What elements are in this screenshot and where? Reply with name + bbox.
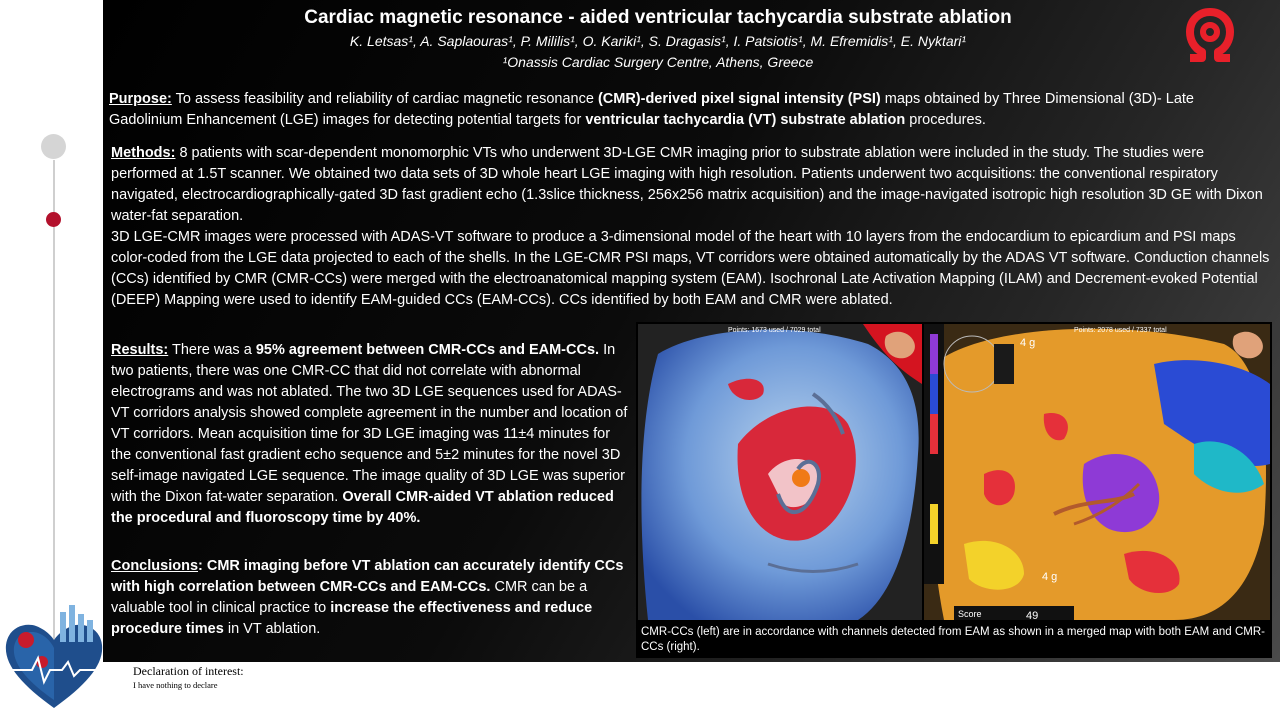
results-heading: Results:: [111, 342, 169, 358]
results-bold-1: 95% agreement between CMR-CCs and EAM-CCs.: [255, 342, 600, 358]
conclusions-bold-1: : CMR imaging before VT ablation can accurately identify CCs with high correlation between CMR-CCs and EAM-CCs.: [111, 558, 624, 595]
right-g-bottom: 4 g: [1042, 571, 1058, 583]
figure-panel: [636, 322, 1272, 658]
right-points-label: Points: 2078 used / 7337 total: [1074, 327, 1167, 334]
purpose-section: [109, 89, 1269, 131]
timeline-dot-red: [46, 212, 61, 227]
eam-merged-map-image: [924, 324, 1270, 620]
declaration-text: I have nothing to declare: [133, 680, 218, 690]
results-text-1: There was a: [168, 342, 256, 358]
methods-heading: Methods:: [111, 145, 176, 161]
timeline-dot-grey: [41, 134, 66, 159]
omega-logo-icon: [1184, 8, 1236, 64]
purpose-text-1: To assess feasibility and reliability of cardiac magnetic resonance: [171, 91, 598, 107]
methods-paragraph-1: 8 patients with scar-dependent monomorphic VTs who underwent 3D-LGE CMR imaging prior to substrate ablation were included in the study. The studies were performed at 1.5T scanner. We obtained two data sets of 3D whole heart LGE imaging with high resolution. Patients underwent two acquisitions: the conventional respiratory navigated, electrocardiographically-gated 3D fast gradient echo (1.3slice thickness, 256x256 matrix acquisition) and the image-navigated isotropic high resolution 3D GE with Dixon water-fat separation.: [111, 145, 1263, 224]
purpose-text-2: maps obtained by Three Dimensional (3D)- Late Gadolinium Enhancement (LGE) images for detecting potential targets for: [109, 91, 1194, 128]
authors: K. Letsas¹, A. Saplaouras¹, P. Mililis¹, O. Kariki¹, S. Dragasis¹, I. Patsiotis¹, M. Efremidis¹, E. Nyktari¹: [349, 33, 967, 49]
declaration-title: Declaration of interest:: [133, 664, 244, 678]
page-title: Cardiac magnetic resonance - aided ventricular tachycardia substrate ablation: [304, 7, 1012, 28]
right-score-value: 49: [1026, 610, 1039, 620]
timeline-line: [53, 160, 55, 640]
conclusions-heading: Conclusions: [111, 558, 199, 574]
purpose-text-3: procedures.: [905, 112, 986, 128]
conclusions-text-2: in VT ablation.: [223, 621, 321, 637]
results-bold-2: Overall CMR-aided VT ablation reduced the procedural and fluoroscopy time by 40%.: [111, 489, 614, 526]
conclusions-section: [111, 556, 631, 640]
purpose-bold-2: ventricular tachycardia (VT) substrate ablation: [585, 112, 906, 128]
side-timeline: [0, 0, 103, 720]
results-section: [111, 340, 631, 529]
purpose-heading: Purpose:: [109, 91, 172, 107]
left-points-label: Points: 1673 used / 7029 total: [728, 327, 821, 334]
right-g-top: 4 g: [1020, 337, 1036, 349]
conclusions-bold-2: increase the effectiveness and reduce procedure times: [111, 600, 593, 637]
methods-paragraph-2: 3D LGE-CMR images were processed with ADAS-VT software to produce a 3-dimensional model of the heart with 10 layers from the endocardium to epicardium and PSI maps color-coded from the LGE data projected to each of the shells. In the LGE-CMR PSI maps, VT corridors were obtained automatically by the ADAS VT software. Conduction channels (CCs) identified by CMR (CMR-CCs) were merged with the electroanatomical mapping system (EAM). Isochronal Late Activation Mapping (ILAM) and Decrement-evoked Potential (DEEP) Mapping were used to identify EAM-guided CCs (EAM-CCs). CCs identified by both EAM and CMR were ablated.: [111, 229, 1270, 308]
cmr-psi-map-image: [638, 324, 922, 620]
figure-caption: CMR-CCs (left) are in accordance with channels detected from EAM as shown in a merged map with both EAM and CMR-CCs (right).: [641, 626, 1265, 653]
heart-city-emblem: [2, 600, 106, 712]
conclusions-text-1: CMR can be a valuable tool in clinical practice to: [111, 579, 588, 616]
right-score-label: Score: [958, 609, 982, 619]
affiliation: ¹Onassis Cardiac Surgery Centre, Athens, Greece: [502, 54, 814, 70]
purpose-bold-1: (CMR)-derived pixel signal intensity (PSI): [597, 91, 881, 107]
results-text-2: In two patients, there was one CMR-CC that did not correlate with abnormal electrograms and was not ablated. The two 3D LGE sequences used for ADAS-VT corridors analysis showed complete agreement in the number and location of VT corridors. Mean acquisition time for 3D LGE imaging was 11±4 minutes for the conventional fast gradient echo sequence and 5±2 minutes for the novel 3D self-image navigated LGE sequence. The image quality of 3D LGE was superior with the Dixon fat-water separation.: [111, 342, 628, 505]
methods-section: [111, 143, 1271, 311]
